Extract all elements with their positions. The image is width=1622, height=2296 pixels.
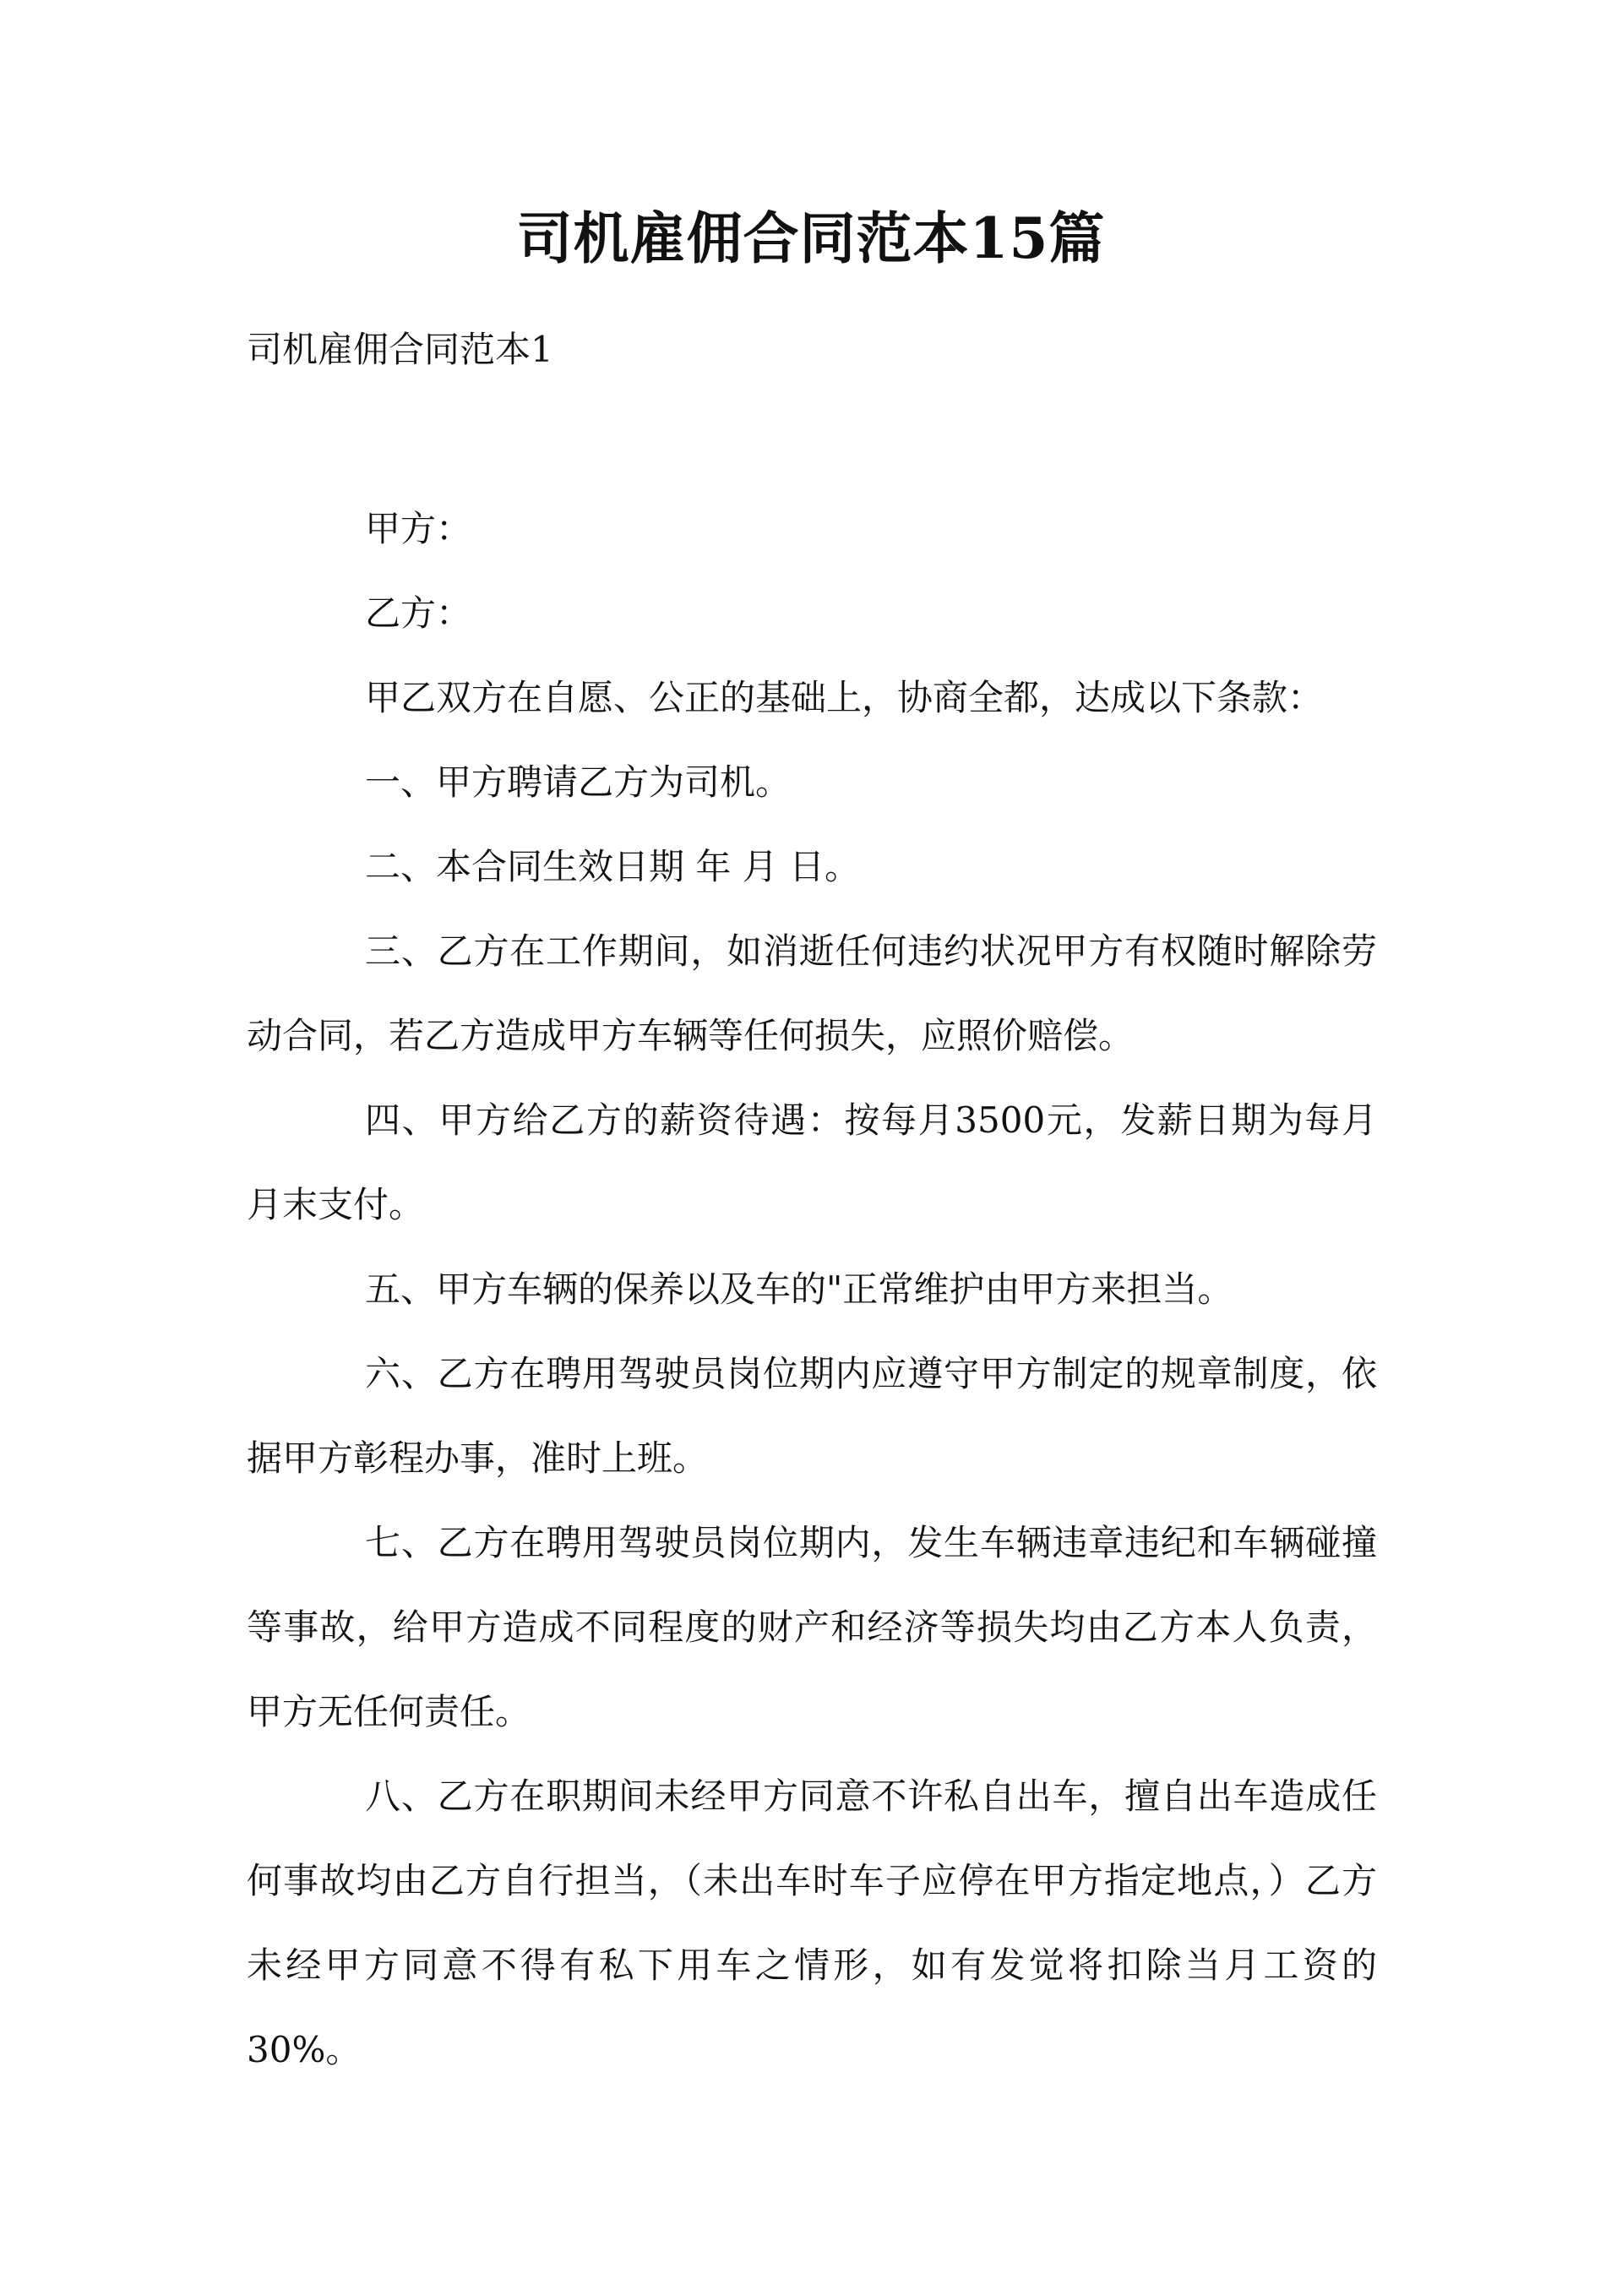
clause-1: 一、甲方聘请乙方为司机。 xyxy=(365,761,792,803)
document-title: 司机雇佣合同范本15篇 xyxy=(516,205,1106,271)
clause-8: 八、乙方在职期间未经甲方同意不许私自出车，擅自出车造成任何事故均由乙方自行担当，（未出车时车子应停在甲方指定地点，）乙方未经甲方同意不得有私下用车之情形，如有发觉将扣除当月工资的30%。 xyxy=(247,1775,1377,2070)
document-subtitle: 司机雇佣合同范本1 xyxy=(247,329,553,370)
document-body xyxy=(247,487,1377,2092)
clause-3: 三、乙方在工作期间，如消逝任何违约状况甲方有权随时解除劳动合同，若乙方造成甲方车辆等任何损失，应照价赔偿。 xyxy=(247,930,1377,1056)
clause-4: 四、甲方给乙方的薪资待遇：按每月3500元，发薪日期为每月月末支付。 xyxy=(247,1099,1377,1225)
clause-2: 二、本合同生效日期 年 月 日。 xyxy=(365,846,861,887)
clause-6: 六、乙方在聘用驾驶员岗位期内应遵守甲方制定的规章制度，依据甲方彰程办事，准时上班。 xyxy=(247,1353,1377,1479)
clause-7: 七、乙方在聘用驾驶员岗位期内，发生车辆违章违纪和车辆碰撞等事故，给甲方造成不同程度的财产和经济等损失均由乙方本人负责，甲方无任何责任。 xyxy=(247,1522,1377,1732)
clause-5: 五、甲方车辆的保养以及车的"正常维护由甲方来担当。 xyxy=(365,1268,1233,1310)
clause-party-b: 乙方： xyxy=(365,592,472,634)
clause-party-a: 甲方： xyxy=(365,508,472,549)
clause-preamble: 甲乙双方在自愿、公正的基础上，协商全都，达成以下条款： xyxy=(365,677,1324,718)
